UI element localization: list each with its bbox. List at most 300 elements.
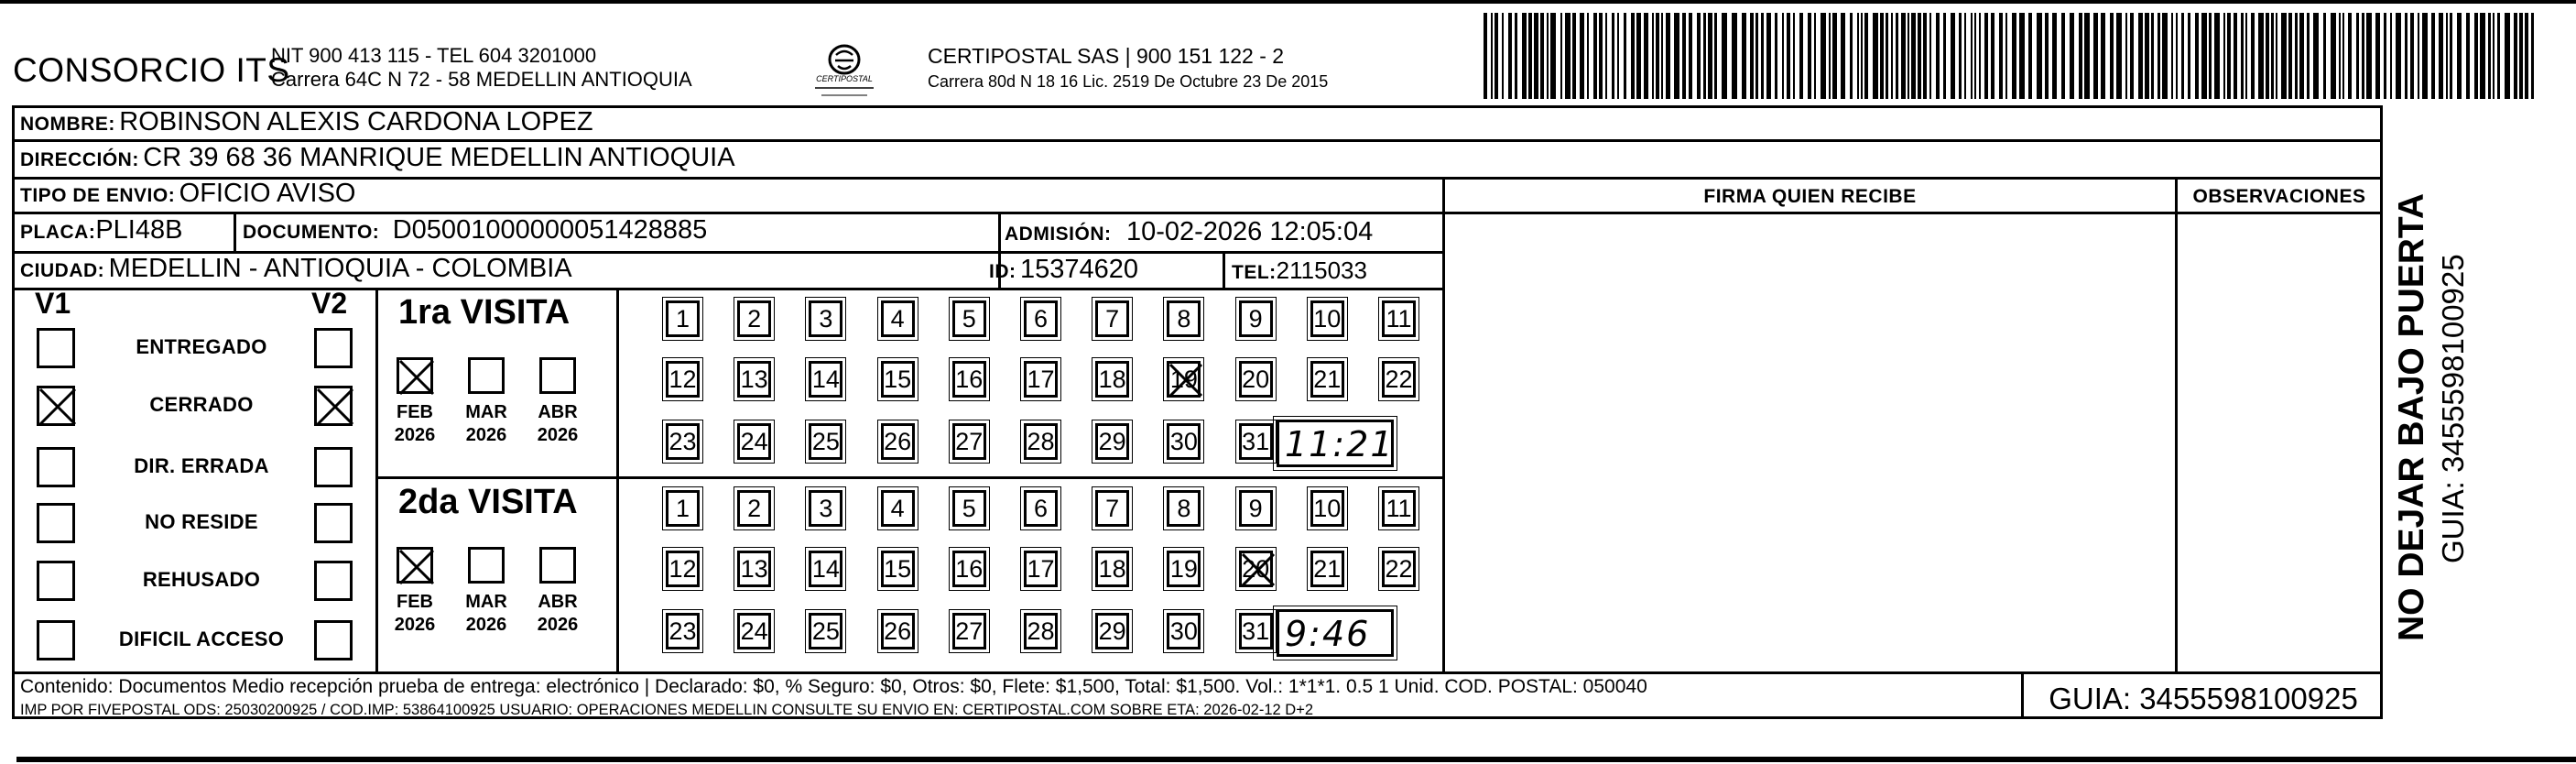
barcode-bar	[2019, 13, 2025, 99]
day-box[interactable]	[881, 423, 915, 460]
barcode-bar	[1682, 13, 1686, 99]
barcode-bar	[2531, 13, 2534, 99]
day-box[interactable]	[1024, 490, 1058, 527]
day-box[interactable]	[1024, 613, 1058, 649]
day-box[interactable]	[737, 300, 771, 337]
barcode-bar	[1873, 13, 1878, 99]
day-box[interactable]	[1239, 361, 1273, 398]
barcode-bar	[2396, 13, 2401, 99]
day-box[interactable]	[809, 300, 842, 337]
barcode	[1484, 13, 2537, 99]
logo-caption: CERTIPOSTAL	[816, 74, 873, 83]
barcode-bar	[1599, 13, 1603, 99]
barcode-bar	[1534, 13, 1538, 99]
barcode-bar	[2276, 13, 2277, 99]
day-number: 22	[1385, 555, 1413, 583]
v1-checkbox[interactable]	[37, 620, 75, 660]
day-number: 29	[1098, 617, 1126, 645]
month-name: ABR	[538, 402, 578, 422]
day-number: 17	[1027, 555, 1055, 583]
day-number: 31	[1242, 428, 1270, 455]
v2-checkbox[interactable]	[314, 447, 353, 487]
day-number: 26	[884, 617, 912, 645]
barcode-bar	[1787, 13, 1790, 99]
day-box[interactable]	[1382, 551, 1416, 587]
handwritten-time: 9:46	[1285, 614, 1371, 654]
day-number: 6	[1033, 495, 1049, 522]
barcode-bar	[2431, 13, 2435, 99]
barcode-bar	[1999, 13, 2003, 99]
footer-content-line: Contenido: Documentos Medio recepción prueba de entrega: electrónico | Declarado: $0, % Seguro: $0, Otros: $0, Flete: $1,500, Total: $1,500. Vol.: 1*1*1. 0.5 1 Unid. COD. POSTAL: 050040	[20, 676, 1647, 697]
side-warning: NO DEJAR BAJO PUERTA	[2392, 192, 2431, 641]
status-label: REHUSADO	[142, 568, 261, 591]
day-box[interactable]	[1167, 361, 1201, 398]
day-number: 27	[955, 428, 984, 455]
v2-checkbox[interactable]	[314, 620, 353, 660]
day-box[interactable]	[1382, 300, 1416, 337]
barcode-bar	[2410, 13, 2414, 99]
month-label	[459, 591, 514, 637]
plate-label: PLACA:	[20, 222, 96, 243]
day-box[interactable]	[881, 490, 915, 527]
barcode-bar	[1971, 13, 1973, 99]
status-label: DIR. ERRADA	[134, 454, 269, 477]
barcode-bar	[2266, 13, 2269, 99]
day-number: 17	[1027, 366, 1055, 393]
barcode-bar	[2457, 13, 2462, 99]
barcode-bar	[2116, 13, 2122, 99]
v2-checkbox[interactable]	[314, 328, 353, 368]
day-number: 23	[668, 428, 697, 455]
day-box[interactable]	[952, 551, 986, 587]
nit-line: NIT 900 413 115 - TEL 604 3201000	[271, 44, 597, 67]
month-checkbox[interactable]	[468, 357, 505, 394]
month-label	[387, 401, 442, 447]
barcode-bar	[2366, 13, 2372, 99]
month-name: ABR	[538, 592, 578, 612]
day-number: 24	[740, 428, 768, 455]
day-number: 19	[1169, 555, 1198, 583]
id-label: ID:	[989, 261, 1016, 282]
barcode-bar	[1908, 13, 1909, 99]
barcode-bar	[1528, 13, 1532, 99]
barcode-bar	[1722, 13, 1727, 99]
barcode-bar	[1755, 13, 1758, 99]
barcode-bar	[1782, 13, 1784, 99]
plate-value: PLI48B	[95, 215, 183, 245]
month-year: 2026	[394, 425, 436, 445]
day-box[interactable]	[1382, 490, 1416, 527]
guia-box: GUIA: 3455598100925	[2049, 682, 2358, 715]
barcode-bar	[1979, 13, 1981, 99]
barcode-bar	[2514, 13, 2517, 99]
x-mark-icon	[314, 386, 356, 428]
day-box[interactable]	[666, 300, 700, 337]
month-year: 2026	[394, 615, 436, 635]
barcode-bar	[1508, 13, 1512, 99]
time-box[interactable]	[1277, 420, 1394, 467]
document-cell	[243, 215, 707, 246]
day-box[interactable]	[809, 490, 842, 527]
day-number: 21	[1313, 366, 1342, 393]
tel-cell	[1232, 256, 1367, 285]
v1-checkbox[interactable]	[37, 447, 75, 487]
barcode-bar	[2171, 13, 2173, 99]
barcode-bar	[2439, 13, 2443, 99]
barcode-bar	[1631, 13, 1635, 99]
barcode-bar	[2176, 13, 2178, 99]
signature-header: FIRMA QUIEN RECIBE	[1703, 186, 1917, 207]
day-box[interactable]	[666, 423, 700, 460]
send-type-label: TIPO DE ENVIO:	[20, 185, 176, 206]
barcode-bar	[1522, 13, 1527, 99]
day-box[interactable]	[1239, 423, 1273, 460]
time-box[interactable]	[1277, 609, 1394, 657]
barcode-bar	[2474, 13, 2478, 99]
v1-checkbox[interactable]	[37, 503, 75, 543]
day-number: 15	[884, 366, 912, 393]
barcode-bar	[2313, 13, 2319, 99]
v2-checkbox[interactable]	[314, 503, 353, 543]
barcode-bar	[2145, 13, 2149, 99]
footer-divider	[12, 671, 2383, 674]
status-label: DIFICIL ACCESO	[118, 628, 285, 650]
send-type-row	[20, 179, 355, 209]
barcode-bar	[2028, 13, 2032, 99]
day-box[interactable]	[666, 361, 700, 398]
day-box[interactable]	[1095, 551, 1129, 587]
day-box[interactable]	[952, 490, 986, 527]
barcode-bar	[1661, 13, 1663, 99]
day-number: 23	[668, 617, 697, 645]
day-box[interactable]	[1095, 490, 1129, 527]
barcode-bar	[1750, 13, 1754, 99]
day-box[interactable]	[881, 551, 915, 587]
month-checkbox[interactable]	[397, 357, 433, 394]
barcode-bar	[1689, 13, 1692, 99]
v1-label: V1	[35, 287, 71, 320]
cell-divider	[1223, 251, 1225, 288]
day-number: 14	[811, 366, 840, 393]
day-box[interactable]	[1095, 361, 1129, 398]
barcode-bar	[2362, 13, 2364, 99]
barcode-bar	[2342, 13, 2344, 99]
barcode-bar	[2331, 13, 2336, 99]
barcode-bar	[2466, 13, 2470, 99]
barcode-bar	[1850, 13, 1853, 99]
barcode-bar	[1901, 13, 1906, 99]
barcode-bar	[1708, 13, 1712, 99]
barcode-bar	[2084, 13, 2090, 99]
day-number: 12	[668, 555, 697, 583]
day-box[interactable]	[952, 361, 986, 398]
certipostal-line: CERTIPOSTAL SAS | 900 151 122 - 2	[928, 44, 1285, 68]
day-number: 13	[740, 555, 768, 583]
barcode-bar	[1929, 13, 1931, 99]
day-number: 9	[1248, 305, 1263, 333]
barcode-bar	[1674, 13, 1679, 99]
recipient-name: ROBINSON ALEXIS CARDONA LOPEZ	[119, 107, 593, 136]
day-box[interactable]	[1095, 613, 1129, 649]
day-box[interactable]	[666, 490, 700, 527]
status-label: CERRADO	[149, 393, 254, 416]
barcode-bar	[1911, 13, 1916, 99]
day-number: 16	[955, 366, 984, 393]
month-label	[530, 401, 585, 447]
barcode-bar	[2488, 13, 2491, 99]
barcode-bar	[1808, 13, 1811, 99]
day-box[interactable]	[737, 551, 771, 587]
barcode-bar	[1652, 13, 1654, 99]
month-year: 2026	[537, 425, 579, 445]
barcode-bar	[2356, 13, 2359, 99]
day-number: 4	[890, 305, 905, 333]
day-box[interactable]	[1239, 551, 1273, 587]
month-year: 2026	[465, 425, 507, 445]
barcode-bar	[1959, 13, 1962, 99]
barcode-bar	[2061, 13, 2065, 99]
day-number: 18	[1098, 555, 1126, 583]
barcode-bar	[1857, 13, 1859, 99]
day-box[interactable]	[1167, 300, 1201, 337]
day-number: 21	[1313, 555, 1342, 583]
obs-divider	[2175, 177, 2178, 671]
day-box[interactable]	[1095, 300, 1129, 337]
send-type: OFICIO AVISO	[179, 179, 356, 208]
day-box[interactable]	[1024, 361, 1058, 398]
barcode-bar	[1936, 13, 1940, 99]
day-number: 25	[811, 428, 840, 455]
barcode-bar	[2288, 13, 2292, 99]
day-box[interactable]	[1239, 613, 1273, 649]
day-number: 3	[819, 305, 833, 333]
x-mark-icon	[397, 357, 437, 398]
day-number: 8	[1177, 495, 1191, 522]
footer-print-line: IMP POR FIVEPOSTAL ODS: 25030200925 / COD.IMP: 53864100925 USUARIO: OPERACIONES MEDELLIN CONSULTE SU ENVIO EN: CERTIPOSTAL.COM SOBRE ETA: 2026-02-12 D+2	[20, 702, 1314, 718]
month-label	[387, 591, 442, 637]
day-box[interactable]	[881, 361, 915, 398]
address-row	[20, 143, 735, 173]
barcode-bar	[1617, 13, 1619, 99]
barcode-bar	[1964, 13, 1966, 99]
month-name: FEB	[397, 402, 433, 422]
day-box[interactable]	[1167, 423, 1201, 460]
day-box[interactable]	[952, 423, 986, 460]
v1-checkbox[interactable]	[37, 386, 75, 426]
day-box[interactable]	[1310, 490, 1344, 527]
city-label: CIUDAD:	[20, 260, 105, 281]
brand-name: CONSORCIO ITS	[13, 51, 290, 89]
barcode-bar	[2258, 13, 2264, 99]
day-box[interactable]	[1239, 490, 1273, 527]
recipient-address: CR 39 68 36 MANRIQUE MEDELLIN ANTIOQUIA	[143, 143, 735, 172]
barcode-bar	[2101, 13, 2105, 99]
barcode-bar	[2188, 13, 2190, 99]
v2-checkbox[interactable]	[314, 386, 353, 426]
barcode-bar	[1761, 13, 1764, 99]
id-cell	[989, 255, 1138, 285]
month-checkbox[interactable]	[539, 547, 576, 584]
barcode-bar	[2323, 13, 2326, 99]
barcode-bar	[2052, 13, 2057, 99]
barcode-bar	[2005, 13, 2007, 99]
day-box[interactable]	[737, 613, 771, 649]
barcode-bar	[1515, 13, 1517, 99]
day-box[interactable]	[666, 551, 700, 587]
barcode-bar	[1918, 13, 1921, 99]
day-number: 9	[1248, 495, 1263, 522]
barcode-bar	[2446, 13, 2448, 99]
city-cell	[20, 254, 572, 284]
day-number: 4	[890, 495, 905, 522]
barcode-bar	[2251, 13, 2255, 99]
barcode-bar	[1605, 13, 1607, 99]
cell-divider	[234, 212, 236, 251]
day-box[interactable]	[1310, 361, 1344, 398]
day-box[interactable]	[1095, 423, 1129, 460]
barcode-bar	[1821, 13, 1826, 99]
day-box[interactable]	[737, 490, 771, 527]
barcode-bar	[1666, 13, 1670, 99]
barcode-bar	[1886, 13, 1888, 99]
barcode-bar	[1714, 13, 1717, 99]
day-box[interactable]	[737, 361, 771, 398]
day-number: 25	[811, 617, 840, 645]
day-box[interactable]	[809, 423, 842, 460]
day-number: 13	[740, 366, 768, 393]
month-name: MAR	[465, 592, 507, 612]
day-number: 12	[668, 366, 697, 393]
barcode-bar	[1861, 13, 1863, 99]
day-number: 11	[1386, 495, 1412, 522]
barcode-bar	[1540, 13, 1544, 99]
day-number: 10	[1313, 305, 1342, 333]
day-number: 28	[1027, 428, 1055, 455]
day-number: 2	[747, 495, 762, 522]
day-number: 11	[1386, 305, 1412, 333]
top-border	[0, 0, 2576, 4]
day-box[interactable]	[1024, 423, 1058, 460]
day-box[interactable]	[881, 613, 915, 649]
barcode-bar	[2519, 13, 2523, 99]
day-box[interactable]	[1310, 300, 1344, 337]
row-divider	[12, 288, 1442, 290]
v1-checkbox[interactable]	[37, 328, 75, 368]
admission-value: 10-02-2026 12:05:04	[1125, 217, 1374, 246]
barcode-bar	[1923, 13, 1927, 99]
status-label: NO RESIDE	[145, 510, 258, 533]
barcode-bar	[1656, 13, 1659, 99]
barcode-bar	[1974, 13, 1976, 99]
row-divider	[12, 177, 2383, 180]
day-number: 14	[811, 555, 840, 583]
city-value: MEDELLIN - ANTIOQUIA - COLOMBIA	[108, 254, 572, 283]
day-box[interactable]	[809, 361, 842, 398]
barcode-bar	[1484, 13, 1487, 99]
day-number: 7	[1105, 305, 1120, 333]
name-label: NOMBRE:	[20, 114, 115, 135]
day-box[interactable]	[1310, 551, 1344, 587]
bottom-border	[16, 757, 2576, 762]
month-checkbox[interactable]	[468, 547, 505, 584]
barcode-bar	[1766, 13, 1771, 99]
barcode-bar	[2223, 13, 2225, 99]
day-number: 27	[955, 617, 984, 645]
day-number: 2	[747, 305, 762, 333]
barcode-bar	[2375, 13, 2380, 99]
v2-checkbox[interactable]	[314, 561, 353, 601]
day-box[interactable]	[809, 613, 842, 649]
barcode-bar	[2079, 13, 2082, 99]
day-box[interactable]	[1382, 361, 1416, 398]
barcode-bar	[2525, 13, 2528, 99]
v1-checkbox[interactable]	[37, 561, 75, 601]
barcode-bar	[1697, 13, 1701, 99]
barcode-bar	[1547, 13, 1549, 99]
barcode-bar	[2195, 13, 2199, 99]
row-divider	[12, 139, 2383, 142]
barcode-bar	[2130, 13, 2134, 99]
day-number: 26	[884, 428, 912, 455]
day-number: 8	[1177, 305, 1191, 333]
day-box[interactable]	[881, 300, 915, 337]
day-box[interactable]	[737, 423, 771, 460]
barcode-bar	[1799, 13, 1803, 99]
barcode-bar	[2037, 13, 2042, 99]
day-box[interactable]	[1167, 490, 1201, 527]
barcode-bar	[1814, 13, 1816, 99]
barcode-bar	[2093, 13, 2098, 99]
day-box[interactable]	[952, 300, 986, 337]
barcode-bar	[1572, 13, 1576, 99]
day-box[interactable]	[666, 613, 700, 649]
barcode-bar	[2505, 13, 2510, 99]
day-number: 20	[1242, 366, 1270, 393]
row-divider	[12, 212, 2383, 214]
barcode-bar	[2162, 13, 2168, 99]
day-box[interactable]	[1239, 300, 1273, 337]
barcode-bar	[2405, 13, 2408, 99]
month-checkbox[interactable]	[397, 547, 433, 584]
day-box[interactable]	[1024, 300, 1058, 337]
day-number: 16	[955, 555, 984, 583]
barcode-bar	[2497, 13, 2500, 99]
day-box[interactable]	[952, 613, 986, 649]
barcode-bar	[1880, 13, 1884, 99]
barcode-bar	[2348, 13, 2352, 99]
x-mark-icon	[397, 547, 437, 587]
barcode-bar	[1593, 13, 1597, 99]
visit-divider	[616, 288, 619, 671]
day-box[interactable]	[1167, 551, 1201, 587]
tel-label: TEL:	[1232, 262, 1277, 283]
barcode-bar	[1560, 13, 1562, 99]
day-box[interactable]	[1167, 613, 1201, 649]
day-number: 18	[1098, 366, 1126, 393]
barcode-bar	[2110, 13, 2114, 99]
barcode-bar	[1587, 13, 1589, 99]
barcode-bar	[2384, 13, 2386, 99]
barcode-bar	[2138, 13, 2143, 99]
barcode-bar	[1491, 13, 1493, 99]
day-box[interactable]	[1024, 551, 1058, 587]
signature-divider	[1442, 177, 1445, 671]
barcode-bar	[1793, 13, 1795, 99]
day-box[interactable]	[809, 551, 842, 587]
month-checkbox[interactable]	[539, 357, 576, 394]
day-number: 24	[740, 617, 768, 645]
barcode-bar	[1991, 13, 1994, 99]
